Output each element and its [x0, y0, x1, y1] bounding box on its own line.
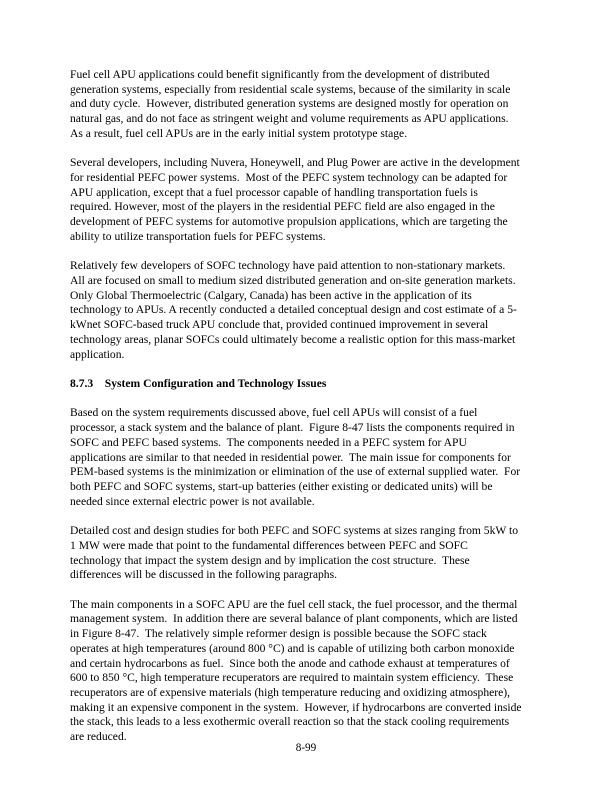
text-line: application. [70, 347, 125, 361]
text-line: PEM-based systems is the minimization or elimination of the use of external supplied water. For [70, 465, 521, 479]
text-line: operates at high temperatures (around 800 °C) and is capable of utilizing both carbon monoxide [70, 641, 515, 655]
text-line: Several developers, including Nuvera, Honeywell, and Plug Power are active in the development [70, 156, 520, 170]
text-line: Detailed cost and design studies for both PEFC and SOFC systems at sizes ranging from 5kW to [70, 524, 519, 538]
text-line: technology that impact the system design and by implication the cost structure. These [70, 553, 470, 567]
paragraph-fuel-cell-apu-benefit [70, 68, 542, 142]
paragraph-several-developers [70, 156, 542, 244]
text-line: processor, a stack system and the balance of plant. Figure 8-47 lists the components required in [70, 421, 515, 435]
text-line: Relatively few developers of SOFC technology have paid attention to non-stationary markets. [70, 259, 506, 273]
text-line: and certain hydrocarbons as fuel. Since both the anode and cathode exhaust at temperatures of [70, 656, 510, 670]
paragraph-sofc-developers [70, 259, 542, 362]
text-line: Fuel cell APU applications could benefit significantly from the development of distributed [70, 68, 490, 81]
text-line: management system. In addition there are several balance of plant components, which are listed [70, 612, 518, 626]
page-footer [0, 742, 612, 755]
text-line: technology areas, planar SOFCs could ultimately become a realistic option for this mass-market [70, 332, 516, 346]
section-heading-title: System Configuration and Technology Issues [104, 377, 327, 390]
text-line: As a result, fuel cell APUs are in the early initial system prototype stage. [70, 126, 408, 140]
text-line: All are focused on small to medium sized distributed generation and on-site generation markets. [70, 274, 516, 287]
paragraph-main-components-sofc-apu [70, 598, 542, 745]
text-line: applications are similar to that needed in residential power. The main issue for components for [70, 450, 511, 464]
text-line: and duty cycle. However, distributed generation systems are designed mostly for operation on [70, 97, 509, 111]
text-line: natural gas, and do not face as stringent weight and volume requirements as APU applications. [70, 112, 509, 126]
paragraph-based-on-system-requirements [70, 406, 542, 509]
section-heading [70, 377, 542, 392]
page-number: 8-99 [295, 742, 317, 754]
text-line: 1 MW were made that point to the fundamental differences between PEFC and SOFC [70, 538, 468, 552]
text-line: for residential PEFC power systems. Most of the PEFC system technology can be adapted for [70, 171, 508, 184]
text-line: 600 to 850 °C, high temperature recuperators are required to maintain system efficiency. These [70, 671, 514, 685]
text-line: development of PEFC systems for automotive propulsion applications, which are targeting the [70, 215, 508, 229]
text-line: SOFC and PEFC based systems. The components needed in a PEFC system for APU [70, 435, 467, 449]
text-line: are reduced. [70, 730, 127, 744]
text-line: ability to utilize transportation fuels for PEFC systems. [70, 229, 326, 243]
page-text-body [70, 68, 542, 760]
text-line: APU application, except that a fuel processor capable of handling transportation fuels is [70, 185, 478, 199]
text-line: differences will be discussed in the following paragraphs. [70, 568, 338, 582]
text-line: The main components in a SOFC APU are the fuel cell stack, the fuel processor, and the thermal [70, 597, 518, 611]
text-line: recuperators are of expensive materials (high temperature reducing and oxidizing atmosphere), [70, 686, 511, 699]
text-line: kWnet SOFC-based truck APU conclude that, provided continued improvement in several [70, 318, 489, 332]
text-line: Based on the system requirements discussed above, fuel cell APUs will consist of a fuel [70, 406, 478, 420]
text-line: generation systems, especially from residential scale systems, because of the similarity in scale [70, 82, 511, 96]
text-line: required. However, most of the players in the residential PEFC field are also engaged in the [70, 200, 495, 214]
text-line: the stack, this leads to a less exothermic overall reaction so that the stack cooling requirements [70, 715, 510, 729]
text-line: Only Global Thermoelectric (Calgary, Canada) has been active in the application of its [70, 288, 472, 302]
text-line: in Figure 8-47. The relatively simple reformer design is possible because the SOFC stack [70, 627, 487, 641]
text-line: technology to APUs. A recently conducted a detailed conceptual design and cost estimate of a 5- [70, 303, 517, 317]
section-heading-number: 8.7.3 [70, 377, 94, 390]
text-line: making it an expensive component in the system. However, if hydrocarbons are converted inside [70, 700, 522, 714]
text-line: needed since external electric power is not available. [70, 494, 315, 508]
text-line: both PEFC and SOFC systems, start-up batteries (either existing or dedicated units) will be [70, 480, 493, 493]
paragraph-detailed-cost-design [70, 524, 542, 583]
